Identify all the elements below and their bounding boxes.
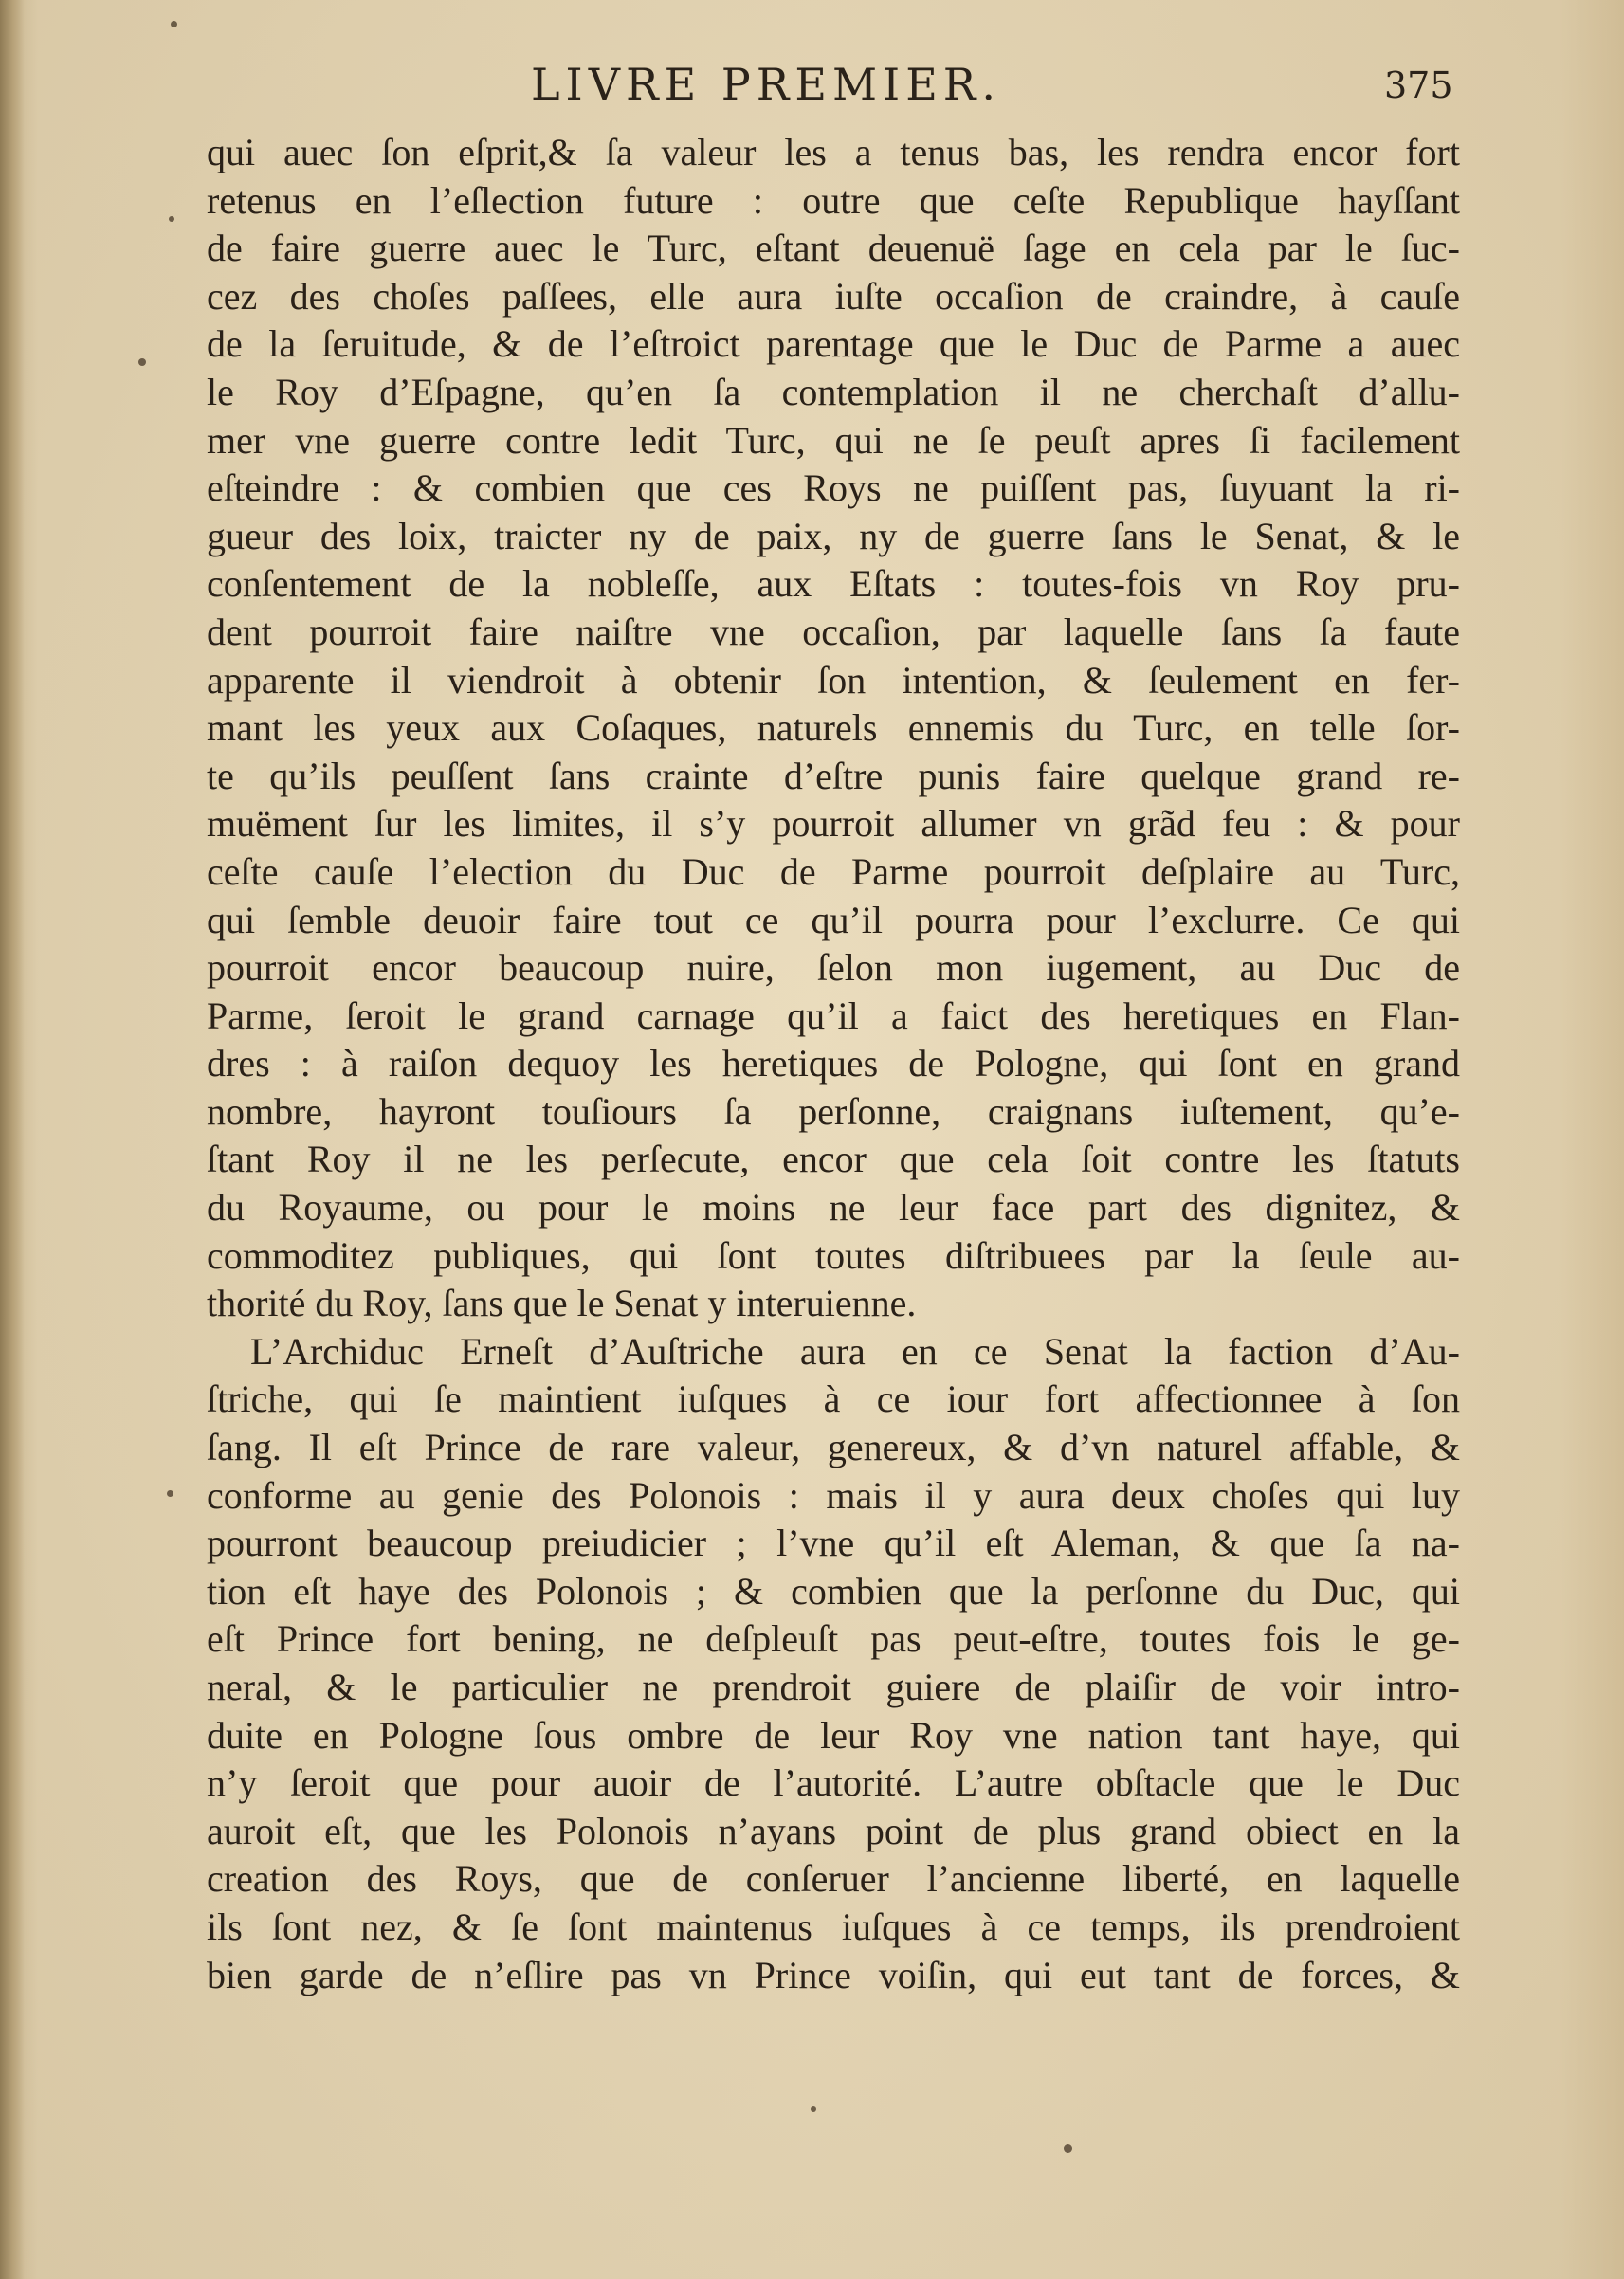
text-line: eſt Prince fort bening, ne deſpleuſt pas peut-eſtre, toutes fois le ge- [207,1617,1460,1661]
body-text [207,129,1460,1999]
page-number: 375 [1384,64,1453,106]
text-line: tion eſt haye des Polonois ; & combien que la perſonne du Duc, qui [207,1569,1460,1613]
text-line: creation des Roys, que de conſeruer l’ancienne liberté, en laquelle [207,1857,1460,1901]
text-line: apparente il viendroit à obtenir ſon intention, & ſeulement en fer- [207,658,1460,702]
text-line: ſang. Il eſt Prince de rare valeur, genereux, & d’vn naturel affable, & [207,1426,1460,1469]
text-line: eſteindre : & combien que ces Roys ne puiſſent pas, ſuyuant la ri- [207,466,1460,510]
text-line: le Roy d’Eſpagne, qu’en ſa contemplation il ne cherchaſt d’allu- [207,370,1460,413]
text-line: de faire guerre auec le Turc, eſtant deuenuë ſage en cela par le ſuc- [207,227,1460,270]
ink-speck [169,216,174,222]
text-line: Parme, ſeroit le grand carnage qu’il a faict des heretiques en Flan- [207,994,1460,1037]
text-line: mant les yeux aux Coſaques, naturels ennemis du Turc, en telle ſor- [207,706,1460,750]
text-line: cez des choſes paſſees, elle aura iuſte occaſion de craindre, à cauſe [207,274,1460,318]
ink-speck [811,2106,816,2112]
text-line: retenus en l’eſlection future : outre que ceſte Republique hayſſant [207,178,1460,222]
text-line: bien garde de n’eſlire pas vn Prince voiſin, qui eut tant de forces, & [207,1953,1460,1996]
text-line: pourront beaucoup preiudicier ; l’vne qu’il eſt Aleman, & que ſa na- [207,1522,1460,1565]
text-line: commoditez publiques, qui ſont toutes diſtribuees par la ſeule au- [207,1233,1460,1277]
text-line: auroit eſt, que les Polonois n’ayans point de plus grand obiect en la [207,1809,1460,1852]
text-line: duite en Pologne ſous ombre de leur Roy vne nation tant haye, qui [207,1713,1460,1757]
text-line: ſtant Roy il ne les perſecute, encor que cela ſoit contre les ſtatuts [207,1138,1460,1181]
text-line: ceſte cauſe l’election du Duc de Parme pourroit deſplaire au Turc, [207,849,1460,893]
text-line: neral, & le particulier ne prendroit guiere de plaiſir de voir intro- [207,1666,1460,1708]
paragraph-end-line: thorité du Roy, ſans que le Senat y interuienne. [207,1282,917,1325]
text-line: muëment ſur les limites, il s’y pourroit allumer vn grãd feu : & pour [207,802,1460,846]
ink-speck [171,21,177,27]
text-line: n’y ſeroit que pour auoir de l’autorité. L’autre obſtacle que le Duc [207,1761,1460,1805]
text-line: conſentement de la nobleſſe, aux Eſtats : toutes-fois vn Roy pru- [207,562,1460,606]
paragraph-start-line: L’Archiduc Erneſt d’Auſtriche aura en ce Senat la faction d’Au- [250,1329,1460,1373]
text-line: conforme au genie des Polonois : mais il y aura deux choſes qui luy [207,1473,1460,1517]
text-line: dres : à raiſon dequoy les heretiques de Pologne, qui ſont en grand [207,1042,1460,1085]
text-line: dent pourroit faire naiſtre vne occaſion, par laquelle ſans ſa faute [207,610,1460,653]
text-line: pourroit encor beaucoup nuire, ſelon mon iugement, au Duc de [207,946,1460,990]
running-title: LIVRE PREMIER. [531,59,1002,110]
text-line: qui auec ſon eſprit,& ſa valeur les a tenus bas, les rendra encor fort [207,131,1460,173]
text-line: te qu’ils peuſſent ſans crainte d’eſtre punis faire quelque grand re- [207,754,1460,797]
text-line: ſtriche, qui ſe maintient iuſques à ce iour fort affectionnee à ſon [207,1377,1460,1421]
ink-speck [167,1490,173,1497]
text-line: ils ſont nez, & ſe ſont maintenus iuſques à ce temps, ils prendroient [207,1905,1460,1948]
text-line: du Royaume, ou pour le moins ne leur face part des dignitez, & [207,1186,1460,1230]
page-header [531,59,1479,125]
text-line: gueur des loix, traicter ny de paix, ny de guerre ſans le Senat, & le [207,514,1460,557]
ink-speck [138,358,146,366]
ink-speck [1064,2144,1072,2153]
binding-shadow [0,0,25,2279]
text-line: qui ſemble deuoir faire tout ce qu’il pourra pour l’exclurre. Ce qui [207,898,1460,941]
text-line: mer vne guerre contre ledit Turc, qui ne ſe peuſt apres ſi facilement [207,418,1460,462]
text-line: nombre, hayront touſiours ſa perſonne, craignans iuſtement, qu’e- [207,1089,1460,1133]
text-line: de la ſeruitude, & de l’eſtroict parentage que le Duc de Parme a auec [207,322,1460,366]
